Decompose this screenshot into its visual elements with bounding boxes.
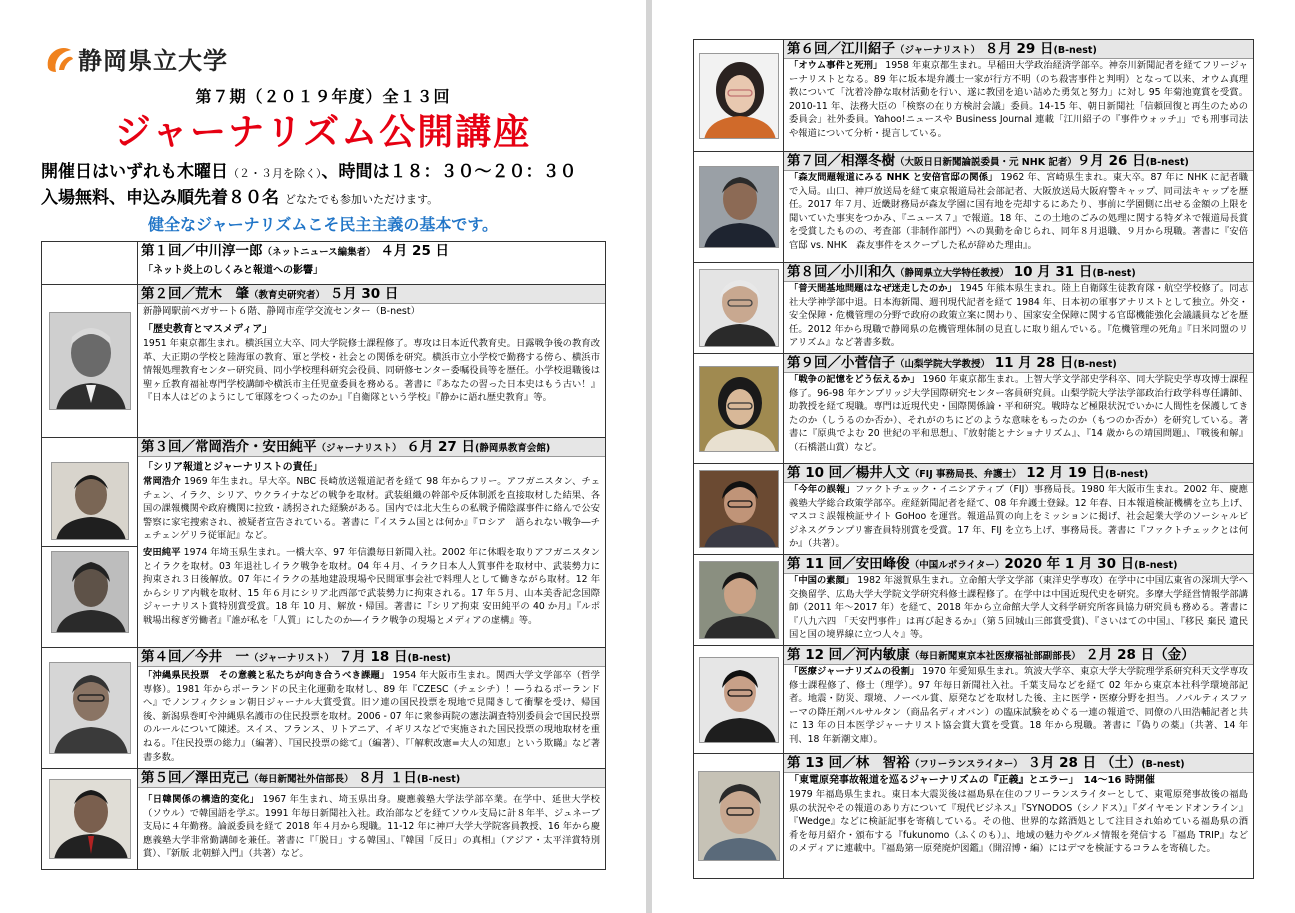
speaker-bio: 1979 年福島県生まれ。東日本大震災後は福島県在住のフリーランスライターとして、東電原発事故後の福島県の状況やその報道のあり方について『現代ビジネス』『SYNODOS（シノドス）』『ダイヤモンドオンライン』『Wedge』などに検証記事を寄稿している。その他、世界的な銘酒処として注目され始めている福島県の酒肴を毎月紹介・頒布する『fukunomo（ふくのも）』、地域の魅力やグルメ情報を発信する『福島 TRIP』などのメディアに連載中。『福島第一原発廃炉図鑑』（開沼博・編）にはデマを検証するコラムを寄稿した。: [789, 789, 1248, 855]
speaker-bio: [784, 373, 1253, 455]
lecture-no: 第１回／: [141, 243, 195, 259]
lecture-header: [784, 646, 1253, 665]
lecture-row-13: [694, 754, 1254, 879]
lecture-venue: (B-nest): [1104, 469, 1149, 480]
speaker-role: （ジャーナリスト）: [895, 45, 981, 56]
speaker-name: 安田峰俊: [855, 556, 910, 572]
lecture-no: 第９回／: [787, 355, 841, 371]
speaker-bio: [784, 171, 1253, 253]
lecture-header: [784, 40, 1253, 59]
lecture-venue: (B-nest): [416, 774, 461, 785]
speaker-bio: [138, 793, 605, 861]
speaker-photo: [699, 269, 779, 347]
speaker-name: 荒木 肇: [195, 286, 249, 302]
speaker-photo: [699, 470, 779, 548]
speaker-bio: [138, 546, 605, 628]
lecture-topic: 「日韓関係の構造的変化」: [143, 794, 260, 805]
speaker-role: （教育史研究者）: [249, 290, 326, 301]
photo-cell: [694, 354, 784, 464]
lecture-cell: [138, 285, 606, 438]
speaker-photo: [51, 462, 129, 540]
lecture-topic: 「今年の誤報」: [789, 484, 855, 495]
lecture-date: 10 月 31 日: [1013, 264, 1093, 280]
left-page: [0, 0, 646, 913]
speaker-name: 今井 一: [195, 649, 249, 665]
university-logo: [44, 41, 228, 76]
motto: 健全なジャーナリズムこそ民主主義の基本です。: [147, 215, 499, 234]
lecture-row-6: [694, 40, 1254, 152]
speaker-photo: [699, 53, 779, 139]
photo-cell: [694, 152, 784, 263]
speaker-name: 河内敏康: [855, 647, 910, 663]
lecture-no: 第 10 回／: [787, 465, 856, 481]
speaker-bio: 1951 年東京都生まれ。横浜国立大卒、同大学院修士課程修了。専攻は日本近代教育史。日露戦争後の教育改革、大正期の学校と陸海軍の教育、軍と学校・社会との関係を研究。横浜市立小学校で勤務する傍ら、横浜市情報処理教育センター研究員、同小学校理科研究会役員、同研修センター委嘱役員等を歴任。小学校退職後は聖ヶ丘教育福祉専門学校講師や横浜市主任児童委員を務める。著書に『あなたの習った日本史はもう古い！』『日本人はどのようにして軍隊をつくったのか』『自衛隊という学校』『静かに語れ歴史教育』等。: [143, 338, 600, 404]
speaker-name: 中川淳一郎: [195, 243, 263, 259]
lecture-header: [138, 769, 605, 788]
lecture-venue: (B-nest): [1073, 359, 1117, 370]
lecture-header: [138, 242, 605, 261]
speaker-role: （静岡県立大学特任教授）: [895, 268, 1010, 279]
lecture-cell: [784, 464, 1254, 555]
lecture-row-1: [42, 242, 606, 285]
lecture-date: 2020 年 1 月 30 日: [1004, 556, 1135, 572]
speaker-role: （大阪日日新聞論説委員・元 NHK 記者）: [895, 157, 1077, 168]
admission-note: どなたでも参加いただけます。: [285, 193, 439, 206]
lecture-row-4: [42, 648, 606, 769]
lecture-cell: [784, 754, 1254, 879]
bio-name: 常岡浩介: [143, 476, 181, 487]
bio-text: 1982 年滋賀県生まれ。立命館大学文学部（東洋史学専攻）在学中に中国広東省の深圳大学へ交換留学、広島大学大学院文学研究科修士課程修了。在学中は中国近現代史を研究。多摩大学経営情報学部講師（2011 年～2017 年）を経て、2018 年から立命館大学人文科学研究所客員協力研究員も務める。著書に『八九六四 「天安門事件」は再び起きるか』（第５回城山三郎賞受賞)、『さいはての中国』、『移民 棄民 遺民 国と国の境界線に立つ人々』等。: [789, 575, 1248, 641]
speaker-role: （フリーランスライター）: [909, 759, 1023, 770]
lecture-venue: (B-nest): [407, 653, 451, 664]
speaker-role: （ジャーナリスト）: [249, 653, 335, 664]
lecture-row-5: [42, 769, 606, 870]
right-page: [652, 0, 1295, 913]
lecture-no: 第３回／: [141, 439, 195, 455]
photo-cell: [42, 438, 138, 648]
photo-cell: [694, 464, 784, 555]
lecture-topic: 「オウム事件と死刑」: [789, 60, 883, 71]
lecture-no: 第４回／: [141, 649, 195, 665]
photo-cell: [42, 769, 138, 870]
speaker-role: （中国ルポライター）: [909, 560, 1005, 571]
speaker-name: 常岡浩介・安田純平: [195, 439, 317, 455]
speaker-photo: [699, 166, 779, 248]
lecture-date: ６月 27 日: [406, 439, 476, 455]
lecture-row-3: [42, 438, 606, 648]
photo-cell: [694, 40, 784, 152]
lecture-header: [784, 555, 1253, 574]
lecture-row-12: [694, 646, 1254, 754]
lecture-topic: 「医療ジャーナリズムの役割」: [789, 666, 920, 677]
bio-text: 1974 年埼玉県生まれ。一橋大卒、97 年信濃毎日新聞入社。2002 年に休暇を取りアフガニスタンとイラクを取材。03 年退社しイラク戦争を取材。04 年４月、イラク日本人人質事件を取材中、武装勢力に拘束され３日後解放。07 年にイラクの基地建設現場や民間軍事会社で料理人として働きながら取材。12 年からシリア内戦を取材、15 年６月にシリア北西部で武装勢力に拘束される。17 年５月、山本美香記念国際ジャーナリスト賞特別賞受賞。18 年 10 月、解放・帰国。著書に『シリア拘束 安田純平の 40 か月』『ルポ 戦場出稼ぎ労働者』『誰が私を「人質」にしたのか―イラク戦争の現場とメディアの虚構』等。: [143, 546, 600, 626]
lecture-cell: [784, 40, 1254, 152]
bio-text: 1967 年生まれ、埼玉県出身。慶應義塾大学法学部卒業。在学中、延世大学校（ソウル）で韓国語を学ぶ。1991 年毎日新聞社入社。政治部などを経てソウル支局に計８年半、ジュネーブ支局に４年勤務。論説委員を経て 2018 年４月から現職。11-12 年に神戸大学大学院客員教授、16 年から慶應義塾大学非常勤講師を兼任。著書に『「脱日」する韓国』、『韓国「反日」の真相』（アジア・太平洋賞特別賞）、『新版 北朝鮮入門』（共著）など。: [143, 794, 600, 860]
speaker-name: 楊井人文: [855, 465, 910, 481]
speaker-photo: [49, 662, 131, 754]
lecture-venue: (B-nest): [1145, 157, 1189, 168]
lecture-row-7: [694, 152, 1254, 263]
admission-line: [41, 183, 438, 208]
lecture-date: ５月 30 日: [329, 286, 399, 302]
speaker-role: （ジャーナリスト）: [316, 443, 402, 454]
lecture-date: ７月 18 日: [338, 649, 408, 665]
bio-text: ファクトチェック・イニシアティブ（FIJ）事務局長。1980 年大阪市生まれ。2002 年、慶應義塾大学総合政策学部卒。産経新聞記者を経て、08 年弁護士登録。12 年春、日本報道検証機構を立ち上げ、マスコミ誤報検証サイト GoHoo を運営。報道品質の向上をミッションに掲げ、社会起業大学のソーシャルビジネスグランプリ審査員特別賞を受賞。17 年、FIJ を立ち上げ、事務局長。著書に『ファクトチェックとは何か』（共著）。: [789, 484, 1248, 550]
speaker-photo: [49, 312, 131, 410]
lecture-no: 第 11 回／: [787, 556, 856, 572]
speaker-photo: [51, 551, 129, 633]
logo-mark-icon: [44, 44, 74, 74]
lecture-header: [784, 152, 1253, 171]
speaker-name: 小川和久: [841, 264, 895, 280]
speaker-photo: [699, 561, 779, 639]
photo-cell: [42, 648, 138, 769]
lecture-topic: 「戦争の記憶をどう伝えるか」: [789, 374, 920, 385]
schedule-line: [41, 157, 577, 182]
lecture-topic: 「ネット炎上のしくみと報道への影響」: [143, 265, 323, 276]
lecture-time-note: 14～16 時開催: [1083, 775, 1155, 786]
lecture-cell: [784, 152, 1254, 263]
speaker-name: 江川紹子: [841, 41, 895, 57]
bio-name: 安田純平: [143, 546, 181, 558]
lecture-venue: (B-nest): [1134, 560, 1178, 571]
speaker-bio: [784, 665, 1253, 747]
lecture-table-right: [693, 39, 1254, 879]
speaker-name: 林 智裕: [855, 755, 910, 771]
lecture-header: [138, 285, 605, 304]
lecture-cell: [784, 263, 1254, 354]
lecture-no: 第２回／: [141, 286, 195, 302]
lecture-topic-line: [784, 774, 1253, 788]
lecture-topic: 「シリア報道とジャーナリストの責任」: [143, 462, 323, 473]
lecture-topic: 「中国の素顔」: [789, 575, 855, 586]
lecture-date: ４月 25 日: [380, 243, 450, 259]
lecture-no: 第 12 回／: [787, 647, 856, 663]
photo-cell-empty: [42, 242, 138, 285]
bio-text: 1970 年愛知県生まれ。筑波大学卒、東京大学大学院理学系研究科天文学専攻修士課程修了、修士（理学）。97 年毎日新聞社入社。千葉支局などを経て 02 年から東京本社科学環境部記者。地震・防災、環境、ノーベル賞、原発などを取材した後、主に医学・医療分野を担当。ノバルティスファーマの降圧剤バルサルタン（商品名ディオバン）の臨床試験をめぐる一連の報道で、同僚の八田浩輔記者と共に 13 年の日本医学ジャーナリスト協会賞大賞を受賞。18 年から現職。著書に『偽りの薬』（共著、14 年刊、18 年新潮文庫）。: [789, 666, 1248, 745]
speaker-photo: [699, 366, 779, 452]
lecture-cell: [784, 555, 1254, 646]
speaker-photo: [699, 657, 779, 743]
lecture-table-left: [41, 241, 606, 870]
lecture-date: 12 月 19 日: [1026, 465, 1105, 481]
lecture-venue: (B-nest): [1053, 45, 1097, 56]
speaker-bio: [138, 475, 605, 543]
bio-text: 1954 年大阪市生まれ。関西大学文学部卒（哲学専修）。1981 年からポーランドの民主化運動を取材し、89 年『CZESC（チェシチ）！―うねるポーランドへ』でノンフィクション朝日ジャーナル大賞受賞。旧ソ連の国民投票を現地で見聞きして衝撃を受け、帰国後、新潟県巻町や沖縄県名護市の住民投票を取材。2006 - 07 年に衆参両院の憲法調査特別委員会で国民投票のルールについて陳述。スイス、フランス、リトアニア、イギリスなどで実施された国民投票の現地取材を重ねる。『住民投票の総力』（編著）、『国民投票の総て』（編著）、『「解釈改憲=大人の知恵」という欺瞞』など著書多数。: [143, 670, 600, 763]
lecture-date: ８月 １日: [358, 770, 417, 786]
lecture-topic: 「歴史教育とマスメディア」: [143, 324, 273, 335]
speaker-name: 小菅信子: [841, 355, 895, 371]
lecture-no: 第７回／: [787, 153, 841, 169]
speaker-bio: [784, 282, 1253, 350]
speaker-role: （毎日新聞社外信部長）: [249, 774, 354, 785]
speaker-name: 澤田克己: [195, 770, 249, 786]
lecture-row-11: [694, 555, 1254, 646]
bio-text: 1945 年熊本県生まれ。陸上自衛隊生徒教育隊・航空学校修了。同志社大学神学部中退。日本海新聞、週刊現代記者を経て 1984 年、日本初の軍事アナリストとして独立。外交・安全保障・危機管理の分野で政府の政策立案に関わり、国家安全保障に関する官邸機能強化会議議員などを歴任。2012 年から現職で静岡県の危機管理体制の見直しに取り組んでいる。『危機管理の死角』『日米同盟のリアリズム』など著書多数。: [789, 283, 1248, 349]
lecture-date: ２月 28 日（金）: [1085, 647, 1195, 663]
lecture-venue: (B-nest): [1092, 268, 1136, 279]
lecture-topic: 「普天間基地問題はなぜ迷走したのか」: [789, 283, 957, 294]
lecture-header: [784, 754, 1253, 773]
speaker-photo: [49, 779, 131, 859]
lecture-topic: 「沖縄県民投票 その意義と私たちが向き合うべき課題」: [143, 670, 390, 681]
speaker-bio: [784, 59, 1253, 141]
speaker-bio: [784, 483, 1253, 551]
speaker-photo: [698, 771, 780, 861]
lecture-cell: [784, 646, 1254, 754]
lecture-cell: [138, 648, 606, 769]
university-name: 静岡県立大学: [78, 47, 228, 75]
lecture-row-2: [42, 285, 606, 438]
lecture-row-9: [694, 354, 1254, 464]
speaker-role: （山梨学院大学教授）: [895, 359, 991, 370]
speaker-role: （FIJ 事務局長、弁護士）: [909, 469, 1022, 480]
lecture-header: [784, 263, 1253, 282]
lecture-venue: (静岡県教育会館): [475, 443, 551, 454]
lecture-header: [138, 438, 605, 457]
schedule-time: 、時間は１８：３０～２０：３０: [321, 162, 577, 182]
speaker-name: 相澤冬樹: [841, 153, 895, 169]
lecture-no: 第 13 回／: [787, 755, 856, 771]
lecture-topic: 「森友問題報道にみる NHK と安倍官邸の関係」: [789, 172, 998, 183]
lecture-topic: 「東電原発事故報道を巡るジャーナリズムの『正義』とエラー」: [789, 775, 1074, 786]
lecture-no: 第５回／: [141, 770, 195, 786]
lecture-date: ９月 26 日: [1076, 153, 1146, 169]
speaker-role: （ネットニュース編集者）: [262, 247, 376, 258]
bio-text: 1958 年東京都生まれ。早稲田大学政治経済学部卒。神奈川新聞記者を経てフリージャーナリストとなる。89 年に坂本堤弁護士一家が行方不明（のち殺害事件と判明）となって以来、オウム真理教について「沈着冷静な取材活動を行い、遂に教団を追い詰めた勇気と努力」に対し 95 年菊池寛賞を受賞。2010-11 年、法務大臣の「検察の在り方検討会議」委員。14-15 年、朝日新聞社「信頼回復と再生のための委員会」社外委員。Yahoo!ニュースや Business Journal 連載「江川紹子の『事件ウォッチ』」でも刑事司法や報道について分析・提言している。: [789, 60, 1248, 139]
lecture-header: [784, 354, 1253, 373]
photo-cell: [694, 263, 784, 354]
lecture-cell: [138, 242, 606, 285]
photo-cell: [694, 555, 784, 646]
lecture-cell: [138, 769, 606, 870]
lecture-no: 第６回／: [787, 41, 841, 57]
lecture-date: ３月 28 日 （土）: [1027, 755, 1142, 771]
bio-text: 1960 年東京都生まれ。上智大学文学部史学科卒、同大学院史学専攻博士課程修了。96-98 年ケンブリッジ大学国際研究センター客員研究員。山梨学院大学法学部政治行政学科専任講師、助教授を経て現職。専門は近現代史・国際関係論・平和研究。戦時など極限状況でいかに人間性を保護してきたのか（しうるのか否か）、それがのちにどのような意味をもったのか（もつのか否か）を研究している。著書に『原典でよむ 20 世紀の平和思想』、『放射能とナショナリズム』、『14 歳からの靖国問題』、『戦後和解』（石橋湛山賞）など。: [789, 374, 1248, 453]
page-title: ジャーナリズム公開講座: [114, 112, 532, 153]
lecture-header: [784, 464, 1253, 483]
schedule-days: 開催日はいずれも木曜日: [41, 162, 228, 182]
photo-cell: [42, 285, 138, 438]
lecture-no: 第８回／: [787, 264, 841, 280]
lecture-date: ８月 29 日: [984, 41, 1054, 57]
lecture-venue: 新静岡駅前ペガサート６階、静岡市産学交流センター（B-nest）: [143, 306, 421, 317]
photo-cell: [694, 754, 784, 879]
lecture-row-8: [694, 263, 1254, 354]
bio-text: 1962 年、宮崎県生まれ。東大卒。87 年に NHK に記者職で入局。山口、神戸放送局を経て東京報道局社会部記者、大阪放送局大阪府警キャップ、同司法キャップを歴任。2017 年７月、近畿財務局が森友学園に国有地を売却するにあたり、事前に学園側に出せる金額の上限を聞いていた事実をつかみ、『ニュース７』で報道。18 年、この土地のごみの処理に関する特ダネで報道局長賞を受賞したものの、考査部（非制作部門）への異動を命じられ、同年８月退職、９月から現職。著書に『安倍官邸 vs. NHK 森友事件をスクープした私が辞めた理由』。: [789, 172, 1248, 251]
bio-text: 1969 年生まれ。早大卒。NBC 長崎放送報道記者を経て 98 年からフリー。アフガニスタン、チェチェン、イラク、シリア、ウクライナなどの戦争を取材。武装組織の幹部や反体制派を直接取材した結果、各国の課報機関や政府機関に拉致・誘拐された経験がある。国内では北大生らの私戦予備陰謀事件に絡んで公安警察に家宅捜索され、被疑者宣告されている。著書に『イスラム国とは何か』『ロシア 語られない戦争―チェチェンゲリラ従軍記』など。: [143, 476, 600, 542]
lecture-date: 11 月 28 日: [994, 355, 1074, 371]
lecture-cell: [784, 354, 1254, 464]
series-label: 第７期（２０１９年度）全１３回: [195, 87, 451, 106]
lecture-row-10: [694, 464, 1254, 555]
schedule-note: （２・３月を除く）: [228, 167, 322, 180]
photo-cell: [694, 646, 784, 754]
lecture-venue: (B-nest): [1141, 759, 1185, 770]
speaker-role: （毎日新聞東京本社医療福祉部副部長）: [909, 651, 1081, 662]
lecture-cell: [138, 438, 606, 648]
admission-text: 入場無料、申込み順先着８０名: [41, 188, 279, 208]
speaker-bio: [138, 669, 605, 764]
speaker-bio: [784, 574, 1253, 642]
lecture-header: [138, 648, 605, 667]
